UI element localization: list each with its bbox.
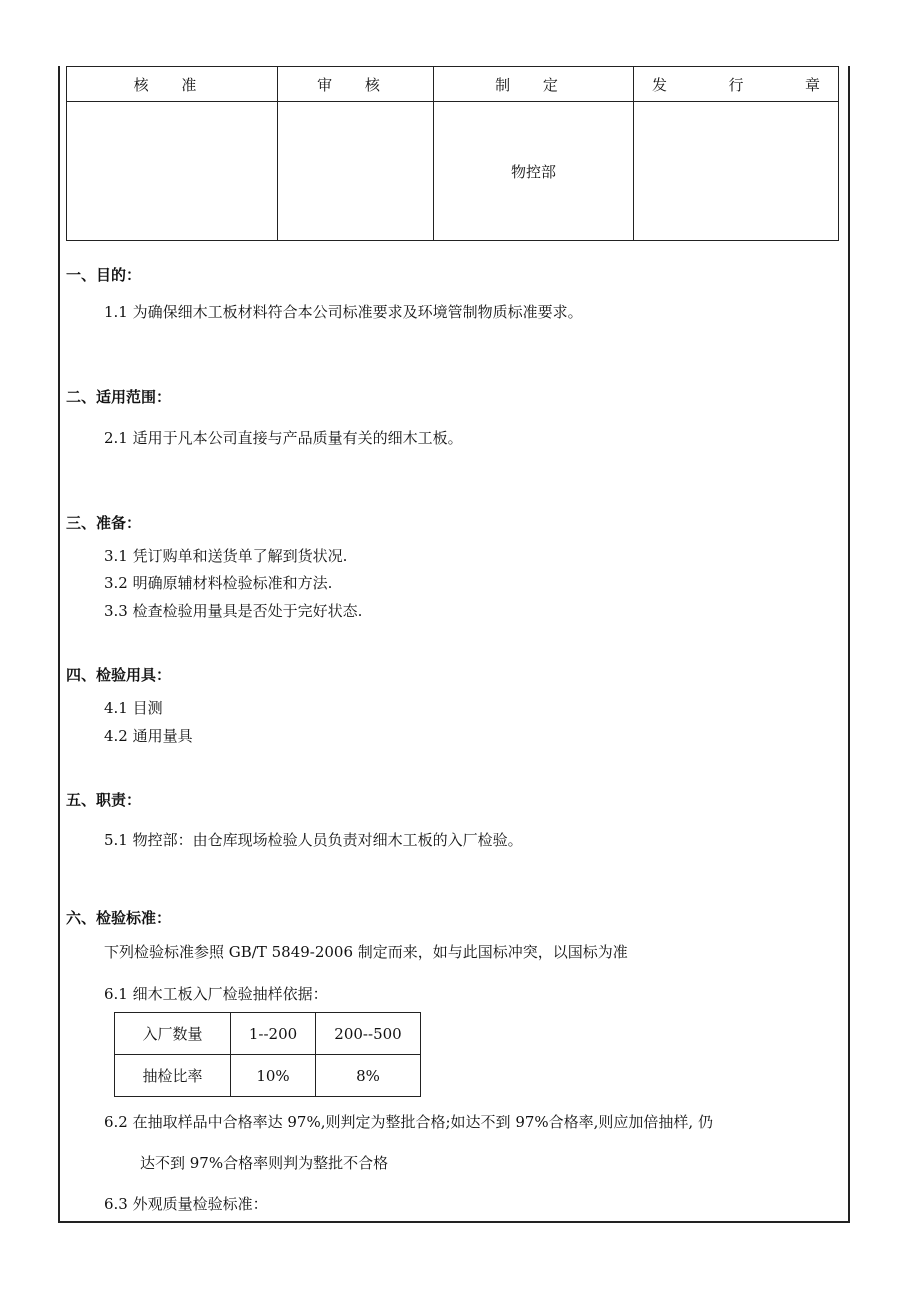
sampling-row-quantity bbox=[115, 1013, 421, 1055]
section-4-title: 四、检验用具： bbox=[66, 666, 172, 684]
item-6-1: 6.1 细木工板入厂检验抽样依据： bbox=[104, 985, 328, 1003]
item-4-2: 4.2 通用量具 bbox=[104, 727, 193, 745]
item-6-2-line-2: 达不到 97%合格率则判为整批不合格 bbox=[140, 1154, 389, 1172]
section-3-title: 三、准备： bbox=[66, 514, 142, 532]
issue-seal-char-3: 章 bbox=[804, 75, 820, 94]
item-5-1: 5.1 物控部：由仓库现场检验人员负责对细木工板的入厂检验。 bbox=[104, 831, 523, 849]
approval-table bbox=[66, 66, 839, 241]
section-1-title: 一、目的： bbox=[66, 266, 142, 284]
approve-cell bbox=[67, 102, 278, 241]
sampling-row-rate bbox=[115, 1055, 421, 1097]
item-6-3: 6.3 外观质量检验标准： bbox=[104, 1195, 268, 1213]
issue-seal-char-1: 发 bbox=[652, 75, 668, 94]
item-3-3: 3.3 检查检验用量具是否处于完好状态. bbox=[104, 602, 363, 620]
sampling-label-quantity: 入厂数量 bbox=[115, 1013, 231, 1055]
section-6-title: 六、检验标准： bbox=[66, 909, 172, 927]
approval-header-row bbox=[67, 67, 839, 102]
sampling-rate-1: 10% bbox=[231, 1055, 316, 1097]
issue-seal-cell bbox=[634, 102, 839, 241]
approval-header-issue-seal bbox=[634, 67, 839, 102]
standard-intro: 下列检验标准参照 GB/T 5849-2006 制定而来，如与此国标冲突，以国标为准 bbox=[104, 943, 628, 961]
section-5-title: 五、职责： bbox=[66, 791, 142, 809]
sampling-range-2: 200--500 bbox=[316, 1013, 421, 1055]
approval-body-row bbox=[67, 102, 839, 241]
sampling-table bbox=[114, 1012, 421, 1097]
formulate-cell: 物控部 bbox=[434, 102, 634, 241]
item-3-2: 3.2 明确原辅材料检验标准和方法. bbox=[104, 574, 333, 592]
item-2-1: 2.1 适用于凡本公司直接与产品质量有关的细木工板。 bbox=[104, 429, 463, 447]
sampling-label-rate: 抽检比率 bbox=[115, 1055, 231, 1097]
item-1-1: 1.1 为确保细木工板材料符合本公司标准要求及环境管制物质标准要求。 bbox=[104, 303, 583, 321]
approval-header-review: 审 核 bbox=[278, 67, 434, 102]
review-cell bbox=[278, 102, 434, 241]
approval-header-approve: 核 准 bbox=[67, 67, 278, 102]
sampling-rate-2: 8% bbox=[316, 1055, 421, 1097]
sampling-range-1: 1--200 bbox=[231, 1013, 316, 1055]
item-3-1: 3.1 凭订购单和送货单了解到货状况. bbox=[104, 547, 348, 565]
section-2-title: 二、适用范围： bbox=[66, 388, 172, 406]
issue-seal-char-2: 行 bbox=[728, 75, 744, 94]
approval-header-formulate: 制 定 bbox=[434, 67, 634, 102]
item-6-2-line-1: 6.2 在抽取样品中合格率达 97%,则判定为整批合格;如达不到 97%合格率,则应加倍抽样, 仍 bbox=[104, 1113, 713, 1131]
item-4-1: 4.1 目测 bbox=[104, 699, 163, 717]
